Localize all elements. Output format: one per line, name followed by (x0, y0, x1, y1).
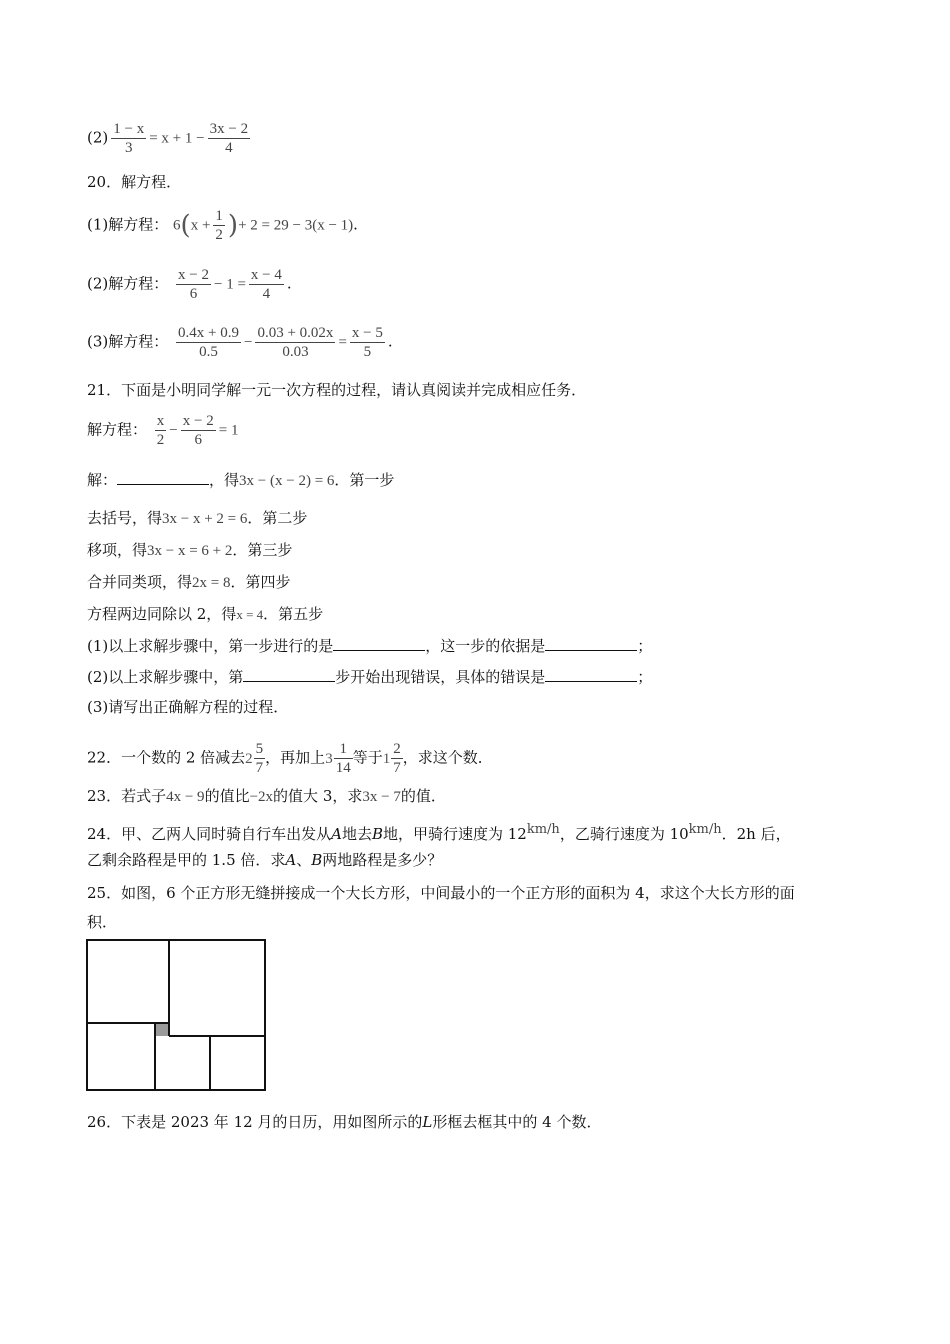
q21-step1-post: ．第一步 (334, 471, 395, 489)
q23-d: 的值． (400, 787, 446, 805)
q20-p3-n3: x − 5 (351, 325, 383, 341)
q21-task2 (87, 667, 652, 687)
q21-rhs: = 1 (218, 422, 239, 439)
q21-step1-mid: ，得 (209, 471, 240, 489)
q21-step2-eq: 3x − x + 2 = 6 (162, 511, 248, 527)
q20-p1-end: . (353, 215, 358, 234)
q24-unit2: km/h (688, 822, 722, 837)
q20-p1-paren-close: ) (227, 210, 239, 241)
q22-m3-num: 2 (393, 741, 401, 757)
q21-step2-pre: 去括号，得 (87, 509, 163, 527)
q22-b: ，再加上 (265, 748, 326, 767)
q22-m3-den: 7 (393, 760, 401, 776)
q20-p2-n2: x − 4 (250, 267, 282, 283)
q20-p2-d2: 4 (262, 286, 271, 302)
q19-frac-lhs (111, 120, 146, 157)
q24-B: B (371, 825, 383, 843)
q22-d: ，求这个数． (402, 748, 493, 767)
q23-b: 的值比 (204, 787, 250, 805)
q21-task1 (87, 636, 652, 656)
q21-task1-a: (1)以上求解步骤中，第一步进行的是 (87, 637, 334, 655)
q22 (87, 740, 493, 777)
q19-lhs-num: 1 − x (113, 121, 145, 137)
q21-n2: x − 2 (182, 413, 214, 429)
q19-rhs-num: 3x − 2 (209, 121, 249, 137)
q20-p2-frac2 (249, 266, 284, 303)
q21-step4 (87, 572, 291, 593)
q21-step2-post: ．第二步 (247, 509, 308, 527)
q19-part2 (87, 120, 253, 157)
q22-c: 等于 (352, 748, 383, 767)
q21-step3-eq: 3x − x = 6 + 2 (147, 543, 233, 559)
q24-c: 地，甲骑行速度为 12 (382, 825, 527, 843)
q21-step4-pre: 合并同类项，得 (87, 573, 193, 591)
q21-step4-post: ．第四步 (230, 573, 291, 591)
q20-p2-frac1 (176, 266, 211, 303)
q21-task2-blank1[interactable] (243, 667, 335, 682)
q19-middle: = x + 1 − (149, 130, 205, 147)
q21-frac2 (181, 412, 216, 449)
q24-A: A (331, 825, 342, 843)
q20-part1 (87, 207, 358, 244)
q21-frac1 (155, 412, 167, 449)
q21-step1-blank[interactable] (117, 470, 209, 485)
q26 (87, 1112, 601, 1132)
q26-a: 26．下表是 2023 年 12 月的日历，用如图所示的 (87, 1113, 423, 1131)
q24-B2: B (311, 851, 323, 869)
q21-d2: 6 (194, 432, 202, 448)
q22-mixed3 (383, 740, 403, 777)
q20-p3-frac1 (176, 324, 241, 361)
shaded-small-square (155, 1023, 169, 1036)
q24-line2-a: 乙剩余路程是甲的 1.5 倍．求 (87, 851, 286, 869)
q20-p3-eq: = (338, 334, 347, 351)
q21-task2-b: 步开始出现错误，具体的错误是 (335, 668, 546, 686)
q21-eq-label: 解方程： (87, 420, 148, 439)
q20-p1-eq-a: 6 (173, 217, 181, 234)
q20-p3-end: . (387, 332, 393, 351)
q20-p3-frac3 (350, 324, 385, 361)
q26-L: L (422, 1113, 433, 1131)
q20-p3-d3: 5 (363, 344, 372, 360)
q21-task1-b: ，这一步的依据是 (425, 637, 546, 655)
q20-p1-frac-num: 1 (215, 208, 223, 224)
q21-step5-eq: x = 4 (236, 607, 264, 622)
q21-task1-blank1[interactable] (333, 636, 425, 651)
q21-task3: (3)请写出正确解方程的过程． (87, 698, 289, 716)
q24-line2-c: 两地路程是多少？ (322, 851, 443, 869)
q20-p1-paren-open: ( (180, 210, 191, 241)
q20-p3-frac2 (255, 324, 335, 361)
q25-line2: 积． (87, 913, 118, 931)
q19-lhs-den: 3 (124, 140, 133, 156)
q21-task2-a: (2)以上求解步骤中，第 (87, 668, 244, 686)
q22-m3-whole: 1 (382, 750, 391, 767)
q23-a: 23．若式子 (87, 787, 167, 805)
q24-line2 (87, 850, 442, 870)
q20-p3-d2: 0.03 (282, 344, 309, 360)
q21-op: − (169, 422, 178, 439)
q20-p3-label: (3)解方程： (87, 332, 169, 351)
q22-m2-whole: 3 (325, 750, 333, 767)
q20-part3 (87, 324, 393, 361)
q24-b: 地去 (341, 825, 372, 843)
q22-m2-num: 1 (334, 740, 353, 759)
q19-label: (2) (87, 128, 109, 147)
q20-p2-d1: 6 (189, 286, 198, 302)
q24-d: ，乙骑行速度为 10 (559, 825, 689, 843)
q22-mixed1 (245, 740, 265, 777)
q22-m2-den: 14 (335, 760, 351, 776)
q20-p2-mid: − 1 = (214, 276, 246, 293)
q20-p1-eq-b: + 2 = 29 − 3 (238, 217, 313, 234)
q20-p2-label: (2)解方程： (87, 274, 169, 293)
q24-A2: A (285, 851, 297, 869)
q23-e2: −2x (249, 789, 274, 805)
q21-step5 (87, 604, 323, 625)
q21-step1 (87, 470, 394, 491)
q22-m1-whole: 2 (245, 750, 253, 767)
q20-p3-n1: 0.4x + 0.9 (178, 325, 239, 341)
q21-heading: 21．下面是小明同学解一元一次方程的过程，请认真阅读并完成相应任务． (87, 381, 587, 399)
q22-a: 22．一个数的 2 倍减去 (87, 748, 246, 767)
q21-step3-post: ．第三步 (232, 541, 293, 559)
q19-frac-rhs (208, 120, 250, 157)
q19-rhs-den: 4 (225, 140, 233, 156)
q22-m1-num: 5 (255, 741, 264, 757)
q20-p3-d1: 0.5 (199, 344, 218, 360)
q21-step3-pre: 移项，得 (87, 541, 148, 559)
q21-equation (87, 412, 238, 449)
q20-p1-x-plus: x + (190, 217, 211, 234)
q20-p2-end: . (286, 274, 292, 293)
q21-task2-blank2[interactable] (545, 667, 637, 682)
q20-p1-frac (213, 207, 225, 244)
q21-step4-eq: 2x = 8 (192, 575, 231, 591)
q24-e: ．2h 后， (721, 825, 791, 843)
q20-p1-label: (1)解方程： (87, 215, 169, 234)
q21-step1-pre: 解： (87, 471, 118, 489)
q23-e1: 4x − 9 (166, 789, 205, 805)
q24-line1 (87, 820, 791, 844)
q20-p1-frac-den: 2 (215, 227, 223, 243)
outer-rectangle (87, 940, 265, 1090)
q24-unit1: km/h (526, 822, 560, 837)
q20-p3-n2: 0.03 + 0.02x (257, 325, 334, 341)
q22-mixed2 (325, 740, 353, 777)
q21-task2-c: ； (637, 668, 653, 686)
q23 (87, 786, 446, 807)
q21-d1: 2 (156, 432, 165, 448)
q21-task1-blank2[interactable] (545, 636, 637, 651)
six-squares-figure (86, 939, 268, 1094)
q21-step5-post: ．第五步 (263, 605, 324, 623)
q20-p1-eq-c: (x − 1) (312, 217, 354, 234)
q21-step3 (87, 540, 292, 561)
q20-part2 (87, 266, 292, 303)
q20-p3-op: − (244, 334, 253, 351)
q21-step1-eq: 3x − (x − 2) = 6 (239, 473, 335, 489)
q24-a: 24．甲、乙两人同时骑自行车出发从 (87, 825, 332, 843)
q21-step2 (87, 508, 307, 529)
q20-p2-n1: x − 2 (178, 267, 209, 283)
q23-e3: 3x − 7 (362, 789, 401, 805)
q25-line1: 25．如图，6 个正方形无缝拼接成一个大长方形，中间最小的一个正方形的面积为 4，求这个大长方形的面 (87, 884, 795, 902)
q26-b: 形框去框其中的 4 个数． (432, 1113, 602, 1131)
q21-step5-pre: 方程两边同除以 2，得 (87, 605, 237, 623)
q22-m1-den: 7 (255, 760, 264, 776)
q23-c: 的值大 3，求 (273, 787, 363, 805)
q24-line2-b: 、 (296, 851, 312, 869)
q21-n1: x (156, 413, 165, 429)
q20-heading: 20．解方程． (87, 173, 182, 191)
q21-task1-c: ； (637, 637, 653, 655)
